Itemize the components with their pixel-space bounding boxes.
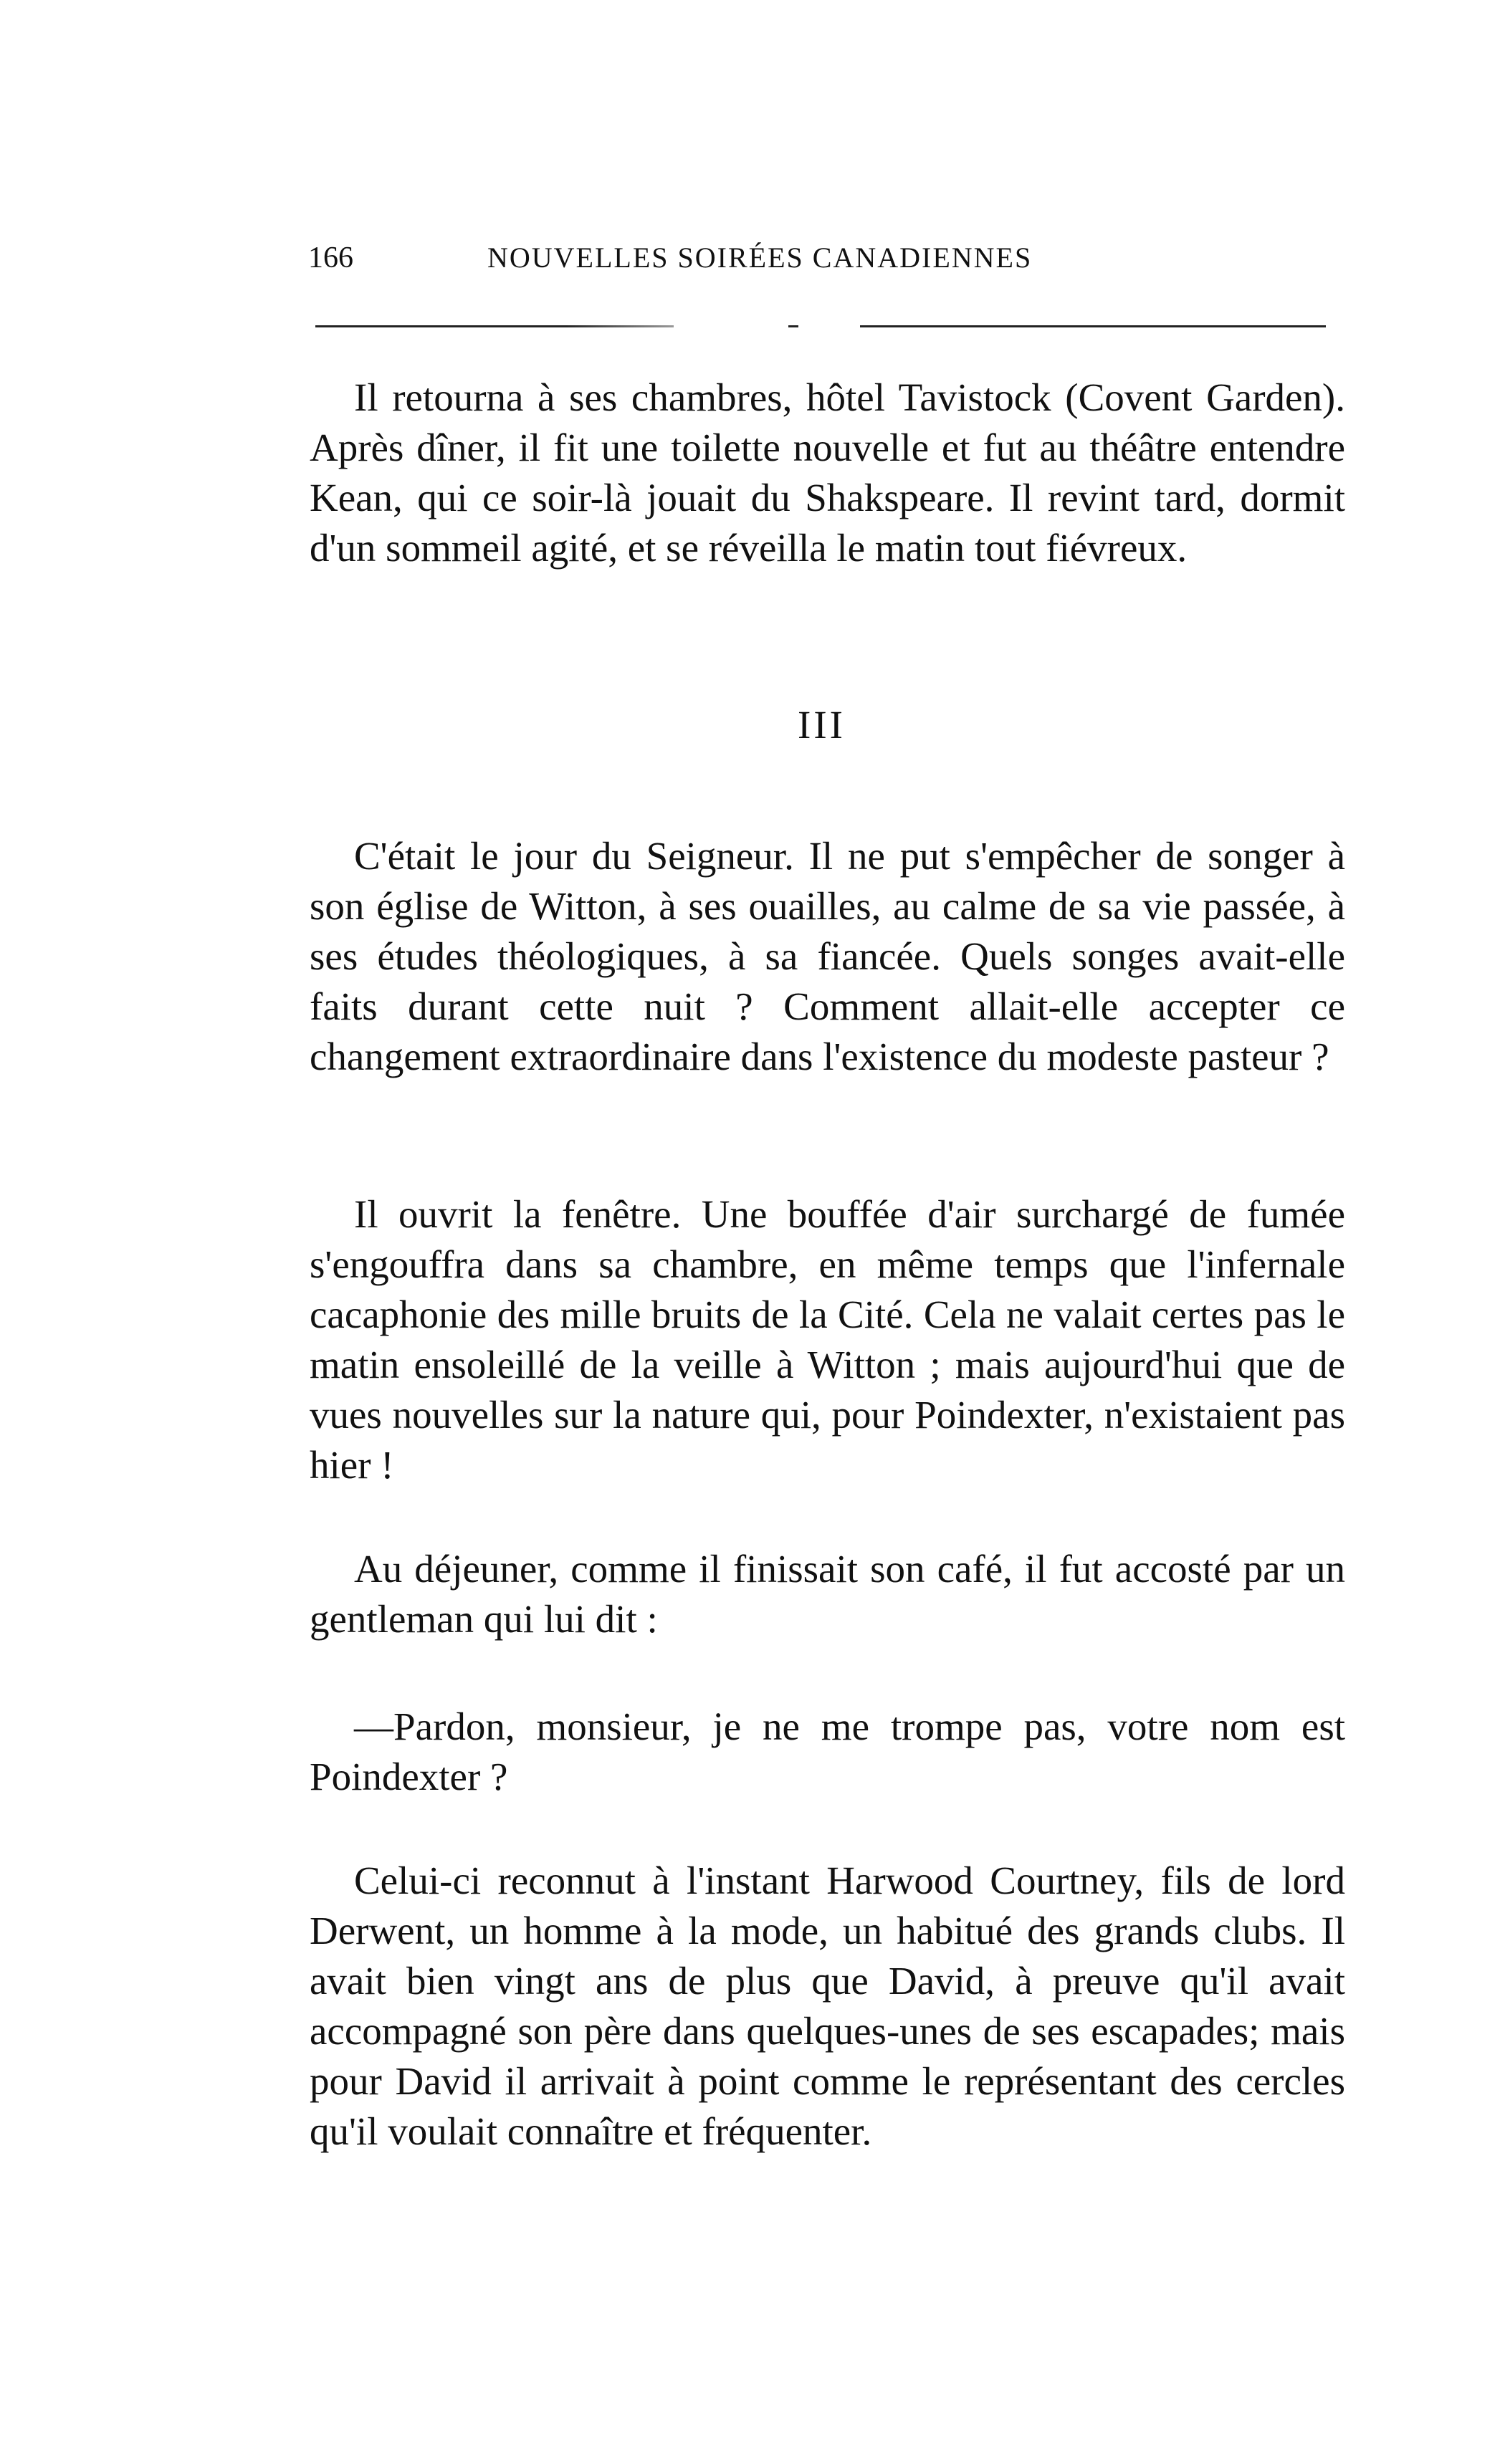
header-rule-left (315, 325, 674, 327)
paragraph-text: Au déjeuner, comme il finissait son café, il fut accosté par un gentleman qui lui dit : (310, 1547, 1345, 1641)
paragraph-2 (310, 831, 1345, 1082)
page-number: 166 (308, 241, 353, 274)
page-header (308, 236, 1326, 279)
paragraph-text: Il retourna à ses chambres, hôtel Tavistock (Covent Garden). Après dîner, il fit une toilette nouvelle et fut au théâtre entendre Kean, qui ce soir-là jouait du Shakspeare. Il revint tard, dormit d'un sommeil agité, et se réveilla le matin tout fiévreux. (310, 375, 1345, 570)
paragraph-5 (310, 1702, 1345, 1802)
paragraph-4 (310, 1544, 1345, 1644)
paragraph-text: Il ouvrit la fenêtre. Une bouffée d'air surchargé de fumée s'engouffra dans sa chambre, en même temps que l'infernale cacaphonie des mille bruits de la Cité. Cela ne valait certes pas le matin ensoleillé de la veille à Witton ; mais aujourd'hui que de vues nouvelles sur la nature qui, pour Poindexter, n'existaient pas hier ! (310, 1192, 1345, 1487)
header-rule-mid (788, 325, 798, 327)
paragraph-text: C'était le jour du Seigneur. Il ne put s'empêcher de songer à son église de Witton, à ses ouailles, au calme de sa vie passée, à ses études théologiques, à sa fiancée. Quels songes avait-elle faits durant cette nuit ? Comment allait-elle accepter ce changement extraordinaire dans l'existence du modeste pasteur ? (310, 834, 1345, 1078)
section-heading: III (798, 703, 846, 747)
paragraph-text: —Pardon, monsieur, je ne me trompe pas, votre nom est Poindexter ? (310, 1705, 1345, 1798)
paragraph-6 (310, 1856, 1345, 2157)
header-rule-right (860, 325, 1326, 327)
paragraph-text: Celui-ci reconnut à l'instant Harwood Courtney, fils de lord Derwent, un homme à la mode, un habitué des grands clubs. Il avait bien vingt ans de plus que David, à preuve qu'il avait accompagné son père dans quelques-unes de ses escapades; mais pour David il arrivait à point comme le représentant des cercles qu'il voulait connaître et fréquenter. (310, 1859, 1345, 2153)
running-title: NOUVELLES SOIRÉES CANADIENNES (487, 241, 1033, 274)
paragraph-1 (310, 373, 1345, 573)
paragraph-3 (310, 1189, 1345, 1490)
